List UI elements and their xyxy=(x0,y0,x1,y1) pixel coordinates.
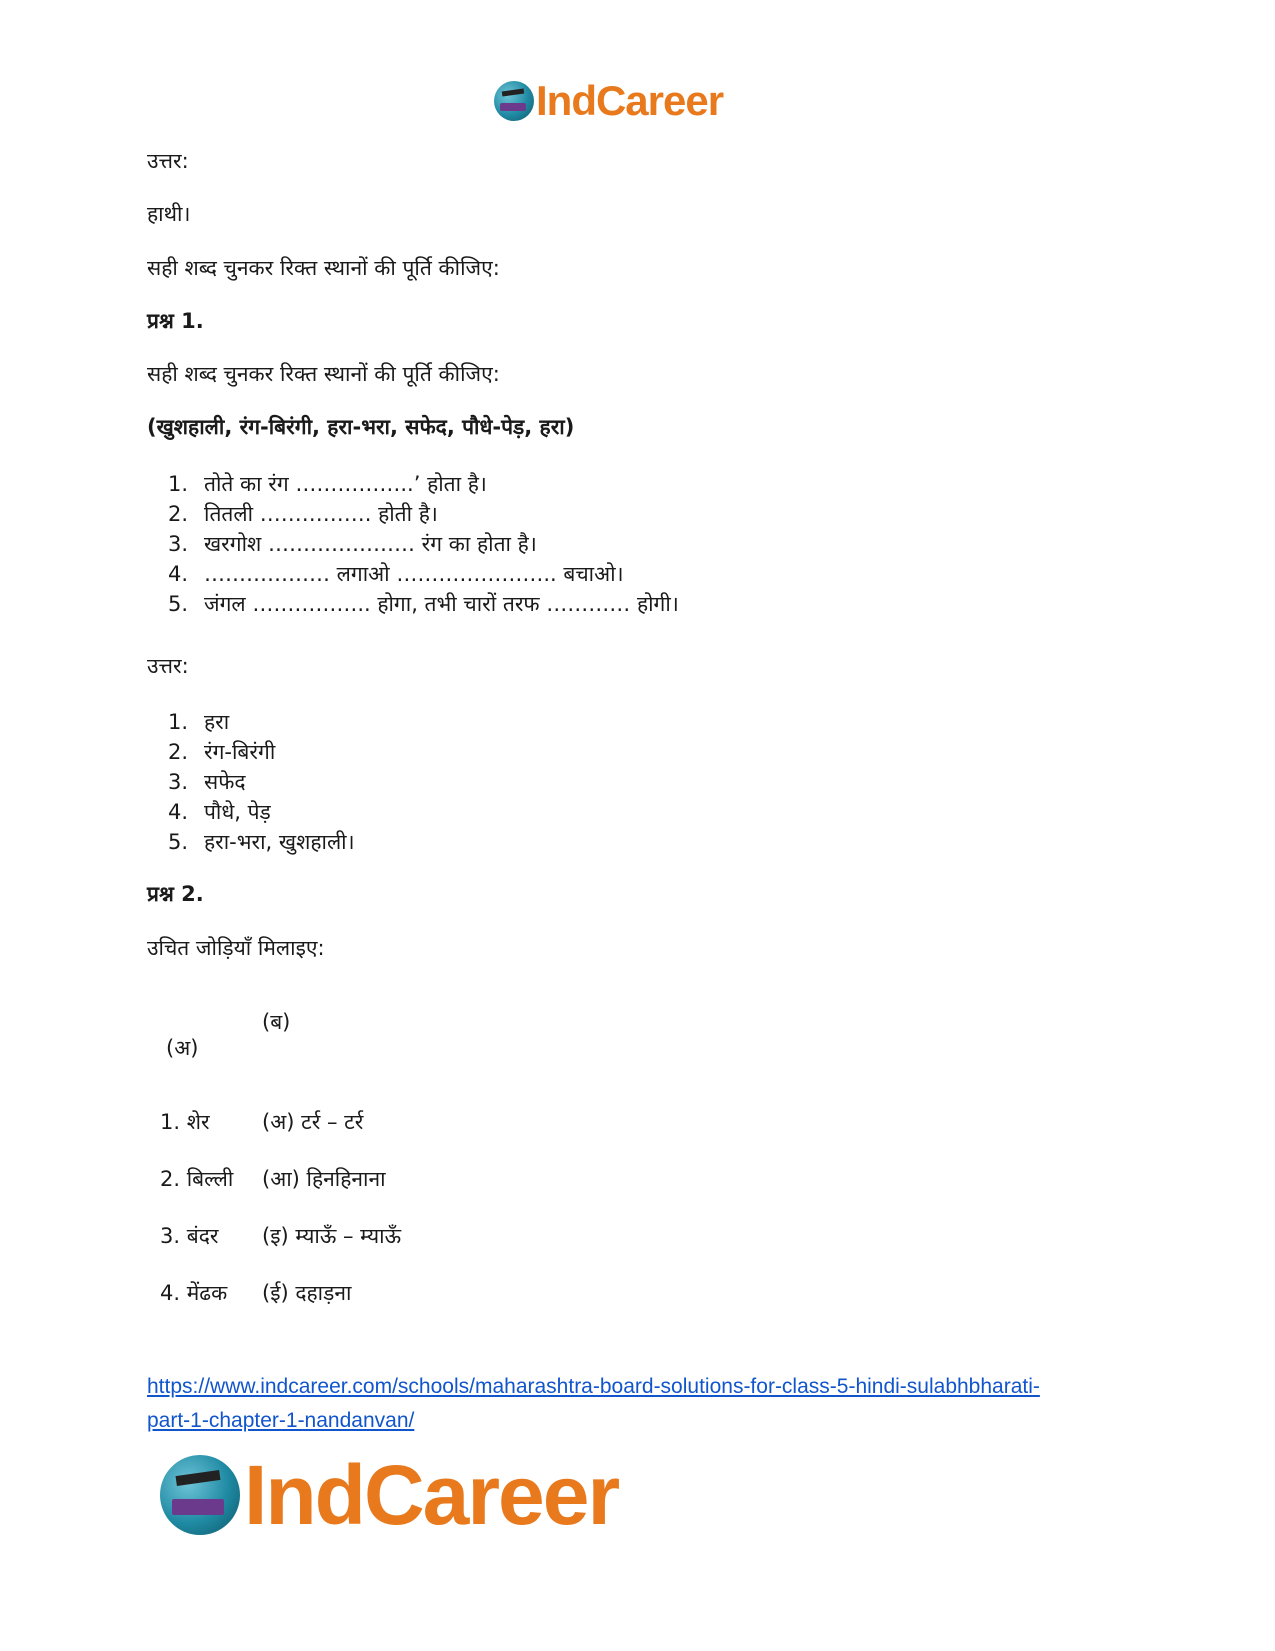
question-1-list xyxy=(164,469,1064,619)
match-row-a: 4. मेंढक xyxy=(160,1281,228,1305)
match-row-b: (ई) दहाड़ना xyxy=(262,1281,352,1305)
header-logo xyxy=(494,78,723,124)
footer-link-line-2[interactable]: part-1-chapter-1-nandanvan/ xyxy=(147,1409,415,1432)
list-item: 2. तितली ……………. होती है। xyxy=(167,502,438,526)
list-item: 1. हरा xyxy=(167,710,230,734)
header-logo-text: IndCareer xyxy=(536,77,724,124)
match-row-b: (आ) हिनहिनाना xyxy=(262,1167,386,1191)
answer-label: उत्तर: xyxy=(147,149,189,173)
answer-text: हाथी। xyxy=(147,202,191,226)
list-item: 5. जंगल …………….. होगा, तभी चारों तरफ ………… होगी। xyxy=(167,592,679,616)
question-1-instruction: सही शब्द चुनकर रिक्त स्थानों की पूर्ति कीजिए: xyxy=(147,362,500,386)
match-column-a-header: (अ) xyxy=(166,1036,199,1060)
match-row-b: (इ) म्याऊँ – म्याऊँ xyxy=(262,1224,402,1248)
answer-list xyxy=(164,707,764,857)
footer-link[interactable] xyxy=(147,1370,1147,1438)
footer-link-line-1[interactable]: https://www.indcareer.com/schools/maharashtra-board-solutions-for-class-5-hindi-sulabhbharati- xyxy=(147,1375,1040,1398)
match-column-b-header: (ब) xyxy=(262,1010,291,1034)
list-item: 1. तोते का रंग ……………..’ होता है। xyxy=(167,472,487,496)
question-2-label: प्रश्न 2. xyxy=(147,882,204,906)
list-item: 2. रंग-बिरंगी xyxy=(167,740,276,764)
match-row-a: 3. बंदर xyxy=(160,1224,219,1248)
footer-logo xyxy=(160,1447,619,1542)
globe-icon xyxy=(494,81,534,121)
question-2-instruction: उचित जोड़ियाँ मिलाइए: xyxy=(147,936,325,960)
globe-icon xyxy=(160,1455,240,1535)
question-1-options: (खुशहाली, रंग-बिरंगी, हरा-भरा, सफेद, पौधे-पेड़, हरा) xyxy=(147,415,575,439)
list-item: 4. ……………… लगाओ ………………….. बचाओ। xyxy=(167,562,624,586)
list-item: 3. खरगोश ………………… रंग का होता है। xyxy=(167,532,537,556)
footer-link-block[interactable] xyxy=(147,1370,1147,1438)
match-row-a: 1. शेर xyxy=(160,1110,210,1134)
list-item: 5. हरा-भरा, खुशहाली। xyxy=(167,830,355,854)
list-item: 3. सफेद xyxy=(167,770,246,794)
section-heading: सही शब्द चुनकर रिक्त स्थानों की पूर्ति कीजिए: xyxy=(147,256,500,280)
match-row-a: 2. बिल्ली xyxy=(160,1167,234,1191)
footer-logo-text: IndCareer xyxy=(244,1447,619,1542)
question-1-label: प्रश्न 1. xyxy=(147,309,204,333)
match-row-b: (अ) टर्र – टर्र xyxy=(262,1110,364,1134)
answer-label: उत्तर: xyxy=(147,654,189,678)
list-item: 4. पौधे, पेड़ xyxy=(167,800,271,824)
